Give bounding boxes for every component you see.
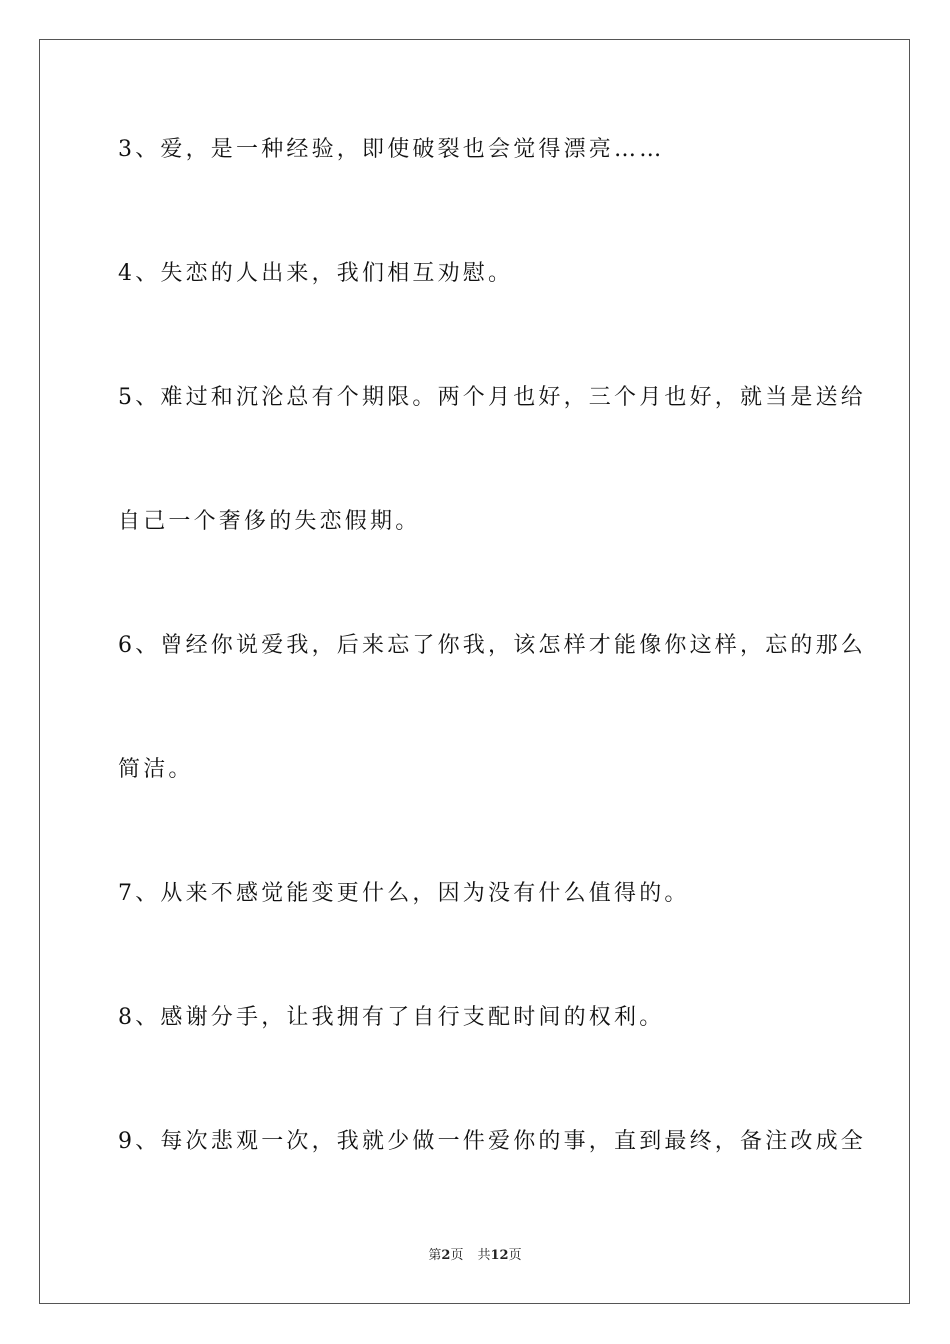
text-line-7: 7、从来不感觉能变更什么，因为没有什么值得的。: [118, 881, 690, 906]
text-line-2: 4、失恋的人出来，我们相互劝慰。: [118, 261, 514, 286]
text-line-4: 自己一个奢侈的失恋假期。: [118, 509, 421, 534]
page-number: 2: [441, 1248, 451, 1263]
text-line-9: 9、每次悲观一次，我就少做一件爱你的事，直到最终，备注改成全: [118, 1129, 866, 1154]
page-suffix: 页: [450, 1248, 464, 1263]
text-line-8: 8、感谢分手，让我拥有了自行支配时间的权利。: [118, 1005, 665, 1030]
text-line-1: 3、爱，是一种经验，即使破裂也会觉得漂亮……: [118, 137, 665, 162]
text-line-6: 简洁。: [118, 757, 194, 782]
total-pages: 12: [490, 1248, 509, 1263]
text-line-3: 5、难过和沉沦总有个期限。两个月也好，三个月也好，就当是送给: [118, 385, 866, 410]
total-prefix: 共: [477, 1248, 491, 1263]
page-border: [39, 39, 910, 1304]
text-line-5: 6、曾经你说爱我，后来忘了你我，该怎样才能像你这样，忘的那么: [118, 633, 866, 658]
page-footer: [0, 1247, 950, 1265]
total-suffix: 页: [508, 1248, 522, 1263]
page-prefix: 第: [428, 1248, 442, 1263]
